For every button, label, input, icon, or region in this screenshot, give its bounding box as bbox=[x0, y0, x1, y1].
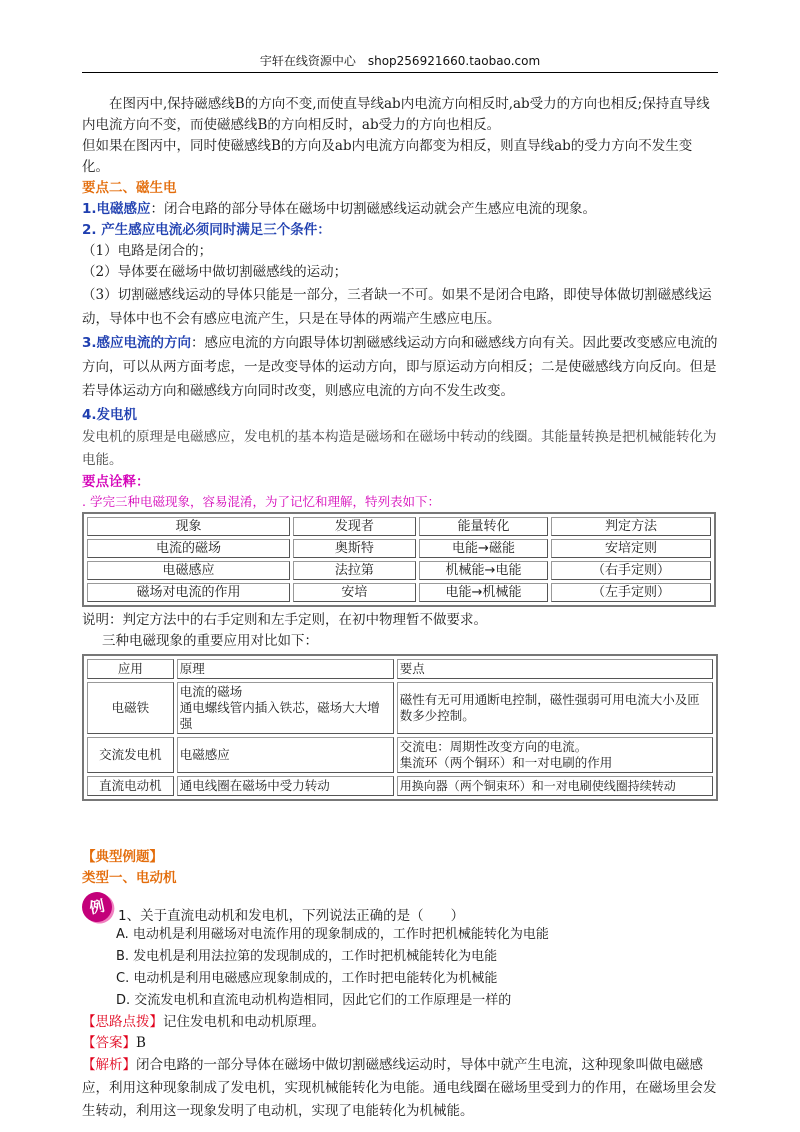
condition-2: （2）导体要在磁场中做切割磁感线的运动； bbox=[82, 264, 348, 280]
table-row bbox=[87, 737, 713, 773]
table-cell: 磁性有无可用通断电控制，磁性强弱可用电流大小及匝数多少控制。 bbox=[397, 682, 713, 734]
analysis-text: 闭合电路的一部分导体在磁场中做切割磁感线运动时，导体中就产生电流，这种现象叫做电磁感应，利用这种现象制成了发电机，实现机械能转化为电能。通电线圈在磁场里受到力的作用，在磁场里会发生转动，利用这一现象发明了电动机，实现了电能转化为机械能。 bbox=[82, 1057, 717, 1119]
condition-1: （1）电路是闭合的； bbox=[82, 243, 213, 259]
section2-item3 bbox=[82, 331, 718, 403]
table-cell: 电能→机械能 bbox=[419, 583, 548, 602]
example-badge-icon: 例 bbox=[79, 889, 115, 925]
table-cell: 电磁感应 bbox=[177, 737, 394, 773]
intro-paragraph-1: 在图丙中,保持磁感线B的方向不变,而使直导线ab内电流方向相反时,ab受力的方向也相反;保持直导线内电流方向不变，而使磁感线B的方向相反时，ab受力的方向也相反。 bbox=[82, 96, 710, 133]
question-1 bbox=[82, 890, 718, 924]
table-cell: （右手定则） bbox=[551, 561, 711, 580]
answer-line bbox=[82, 1033, 718, 1054]
table-row bbox=[87, 539, 711, 558]
table-cell: 电能→磁能 bbox=[419, 539, 548, 558]
phenomena-table bbox=[82, 512, 716, 607]
examples-title: 【典型例题】 bbox=[82, 849, 163, 865]
type1-title: 类型一、电动机 bbox=[82, 870, 177, 886]
table-header-cell: 要点 bbox=[397, 659, 713, 679]
option-a: A. 电动机是利用磁场对电流作用的现象制成的，工作时把机械能转化为电能 bbox=[116, 927, 549, 942]
table-cell bbox=[397, 737, 713, 773]
section2-item2-heading: 2. 产生感应电流必须同时满足三个条件： bbox=[82, 222, 331, 238]
item1-heading: 1.电磁感应 bbox=[82, 201, 151, 217]
explain-lead: . 学完三种电磁现象，容易混淆，为了记忆和理解，特列表如下： bbox=[82, 494, 440, 509]
point-line: 交流电：周期性改变方向的电流。 bbox=[399, 739, 588, 754]
table-header-cell: 判定方法 bbox=[551, 517, 711, 536]
table-row bbox=[87, 583, 711, 602]
table-cell: 机械能→电能 bbox=[419, 561, 548, 580]
applications-table bbox=[82, 654, 718, 801]
table-cell: 交流发电机 bbox=[87, 737, 174, 773]
table-cell: 电磁感应 bbox=[87, 561, 290, 580]
table-header-cell: 能量转化 bbox=[419, 517, 548, 536]
answer-label: 【答案】 bbox=[82, 1035, 136, 1051]
item1-body: ：闭合电路的部分导体在磁场中切割磁感线运动就会产生感应电流的现象。 bbox=[150, 201, 597, 217]
table-cell: 安培定则 bbox=[551, 539, 711, 558]
answer-text: B bbox=[136, 1035, 146, 1051]
table-header-cell: 现象 bbox=[87, 517, 290, 536]
item3-body: ：感应电流的方向跟导体切割磁感线运动方向和磁感线方向有关。因此要改变感应电流的方向，可以从两方面考虑，一是改变导体的运动方向，即与原运动方向相反；二是使磁感线方向反向。但是若导体运动方向和磁感线方向同时改变，则感应电流的方向不发生改变。 bbox=[82, 335, 718, 399]
point-line: 集流环（两个铜环）和一对电刷的作用 bbox=[399, 755, 613, 770]
principle-line: 电流的磁场 bbox=[179, 684, 243, 699]
table-cell: 用换向器（两个铜束环）和一对电刷使线圈持续转动 bbox=[397, 776, 713, 796]
item3-heading: 3.感应电流的方向 bbox=[82, 335, 192, 351]
section2-item1 bbox=[82, 199, 718, 220]
table-cell: 安培 bbox=[293, 583, 416, 602]
hint-label: 【思路点拨】 bbox=[82, 1014, 163, 1030]
table-cell: （左手定则） bbox=[551, 583, 711, 602]
table-cell: 通电线圈在磁场中受力转动 bbox=[177, 776, 394, 796]
table-cell: 法拉第 bbox=[293, 561, 416, 580]
table-cell: 直流电动机 bbox=[87, 776, 174, 796]
applications-lead: 三种电磁现象的重要应用对比如下： bbox=[102, 633, 318, 649]
table-note: 说明：判定方法中的右手定则和左手定则，在初中物理暂不做要求。 bbox=[82, 612, 487, 628]
analysis-line bbox=[82, 1054, 718, 1123]
option-c: C. 电动机是利用电磁感应现象制成的，工作时把电能转化为机械能 bbox=[116, 971, 498, 986]
page-content bbox=[82, 94, 718, 1123]
hint-text: 记住发电机和电动机原理。 bbox=[163, 1014, 325, 1030]
option-d: D. 交流发电机和直流电动机构造相同，因此它们的工作原理是一样的 bbox=[116, 993, 512, 1008]
principle-line: 通电螺线管内插入铁芯，磁场大大增强 bbox=[179, 700, 380, 731]
analysis-label: 【解析】 bbox=[82, 1057, 136, 1073]
section2-item4-heading: 4.发电机 bbox=[82, 407, 138, 423]
intro-paragraph-2: 但如果在图丙中，同时使磁感线B的方向及ab内电流方向都变为相反，则直导线ab的受力方向不发生变化。 bbox=[82, 138, 693, 175]
table-row bbox=[87, 561, 711, 580]
table-row bbox=[87, 776, 713, 796]
option-b: B. 发电机是利用法拉第的发现制成的，工作时把机械能转化为电能 bbox=[116, 949, 498, 964]
explain-title: 要点诠释： bbox=[82, 474, 150, 490]
table-header-cell: 应用 bbox=[87, 659, 174, 679]
table-cell: 磁场对电流的作用 bbox=[87, 583, 290, 602]
condition-3: （3）切割磁感线运动的导体只能是一部分，三者缺一不可。如果不是闭合电路，即使导体做切割磁感线运动，导体中也不会有感应电流产生，只是在导体的两端产生感应电压。 bbox=[82, 287, 712, 327]
question-text: 1、关于直流电动机和发电机，下列说法正确的是（ ） bbox=[118, 908, 465, 924]
table-cell bbox=[177, 682, 394, 734]
item4-body: 发电机的原理是电磁感应，发电机的基本构造是磁场和在磁场中转动的线圈。其能量转换是把机械能转化为电能。 bbox=[82, 429, 717, 468]
table-row bbox=[87, 682, 713, 734]
table-header-cell: 发现者 bbox=[293, 517, 416, 536]
table-header-row bbox=[87, 517, 711, 536]
section2-title: 要点二、磁生电 bbox=[82, 180, 177, 196]
table-header-cell: 原理 bbox=[177, 659, 394, 679]
page-header: 宇轩在线资源中心 shop256921660.taobao.com bbox=[82, 52, 718, 73]
hint-line bbox=[82, 1012, 718, 1033]
table-cell: 电磁铁 bbox=[87, 682, 174, 734]
table-cell: 电流的磁场 bbox=[87, 539, 290, 558]
table-cell: 奥斯特 bbox=[293, 539, 416, 558]
table-header-row bbox=[87, 659, 713, 679]
